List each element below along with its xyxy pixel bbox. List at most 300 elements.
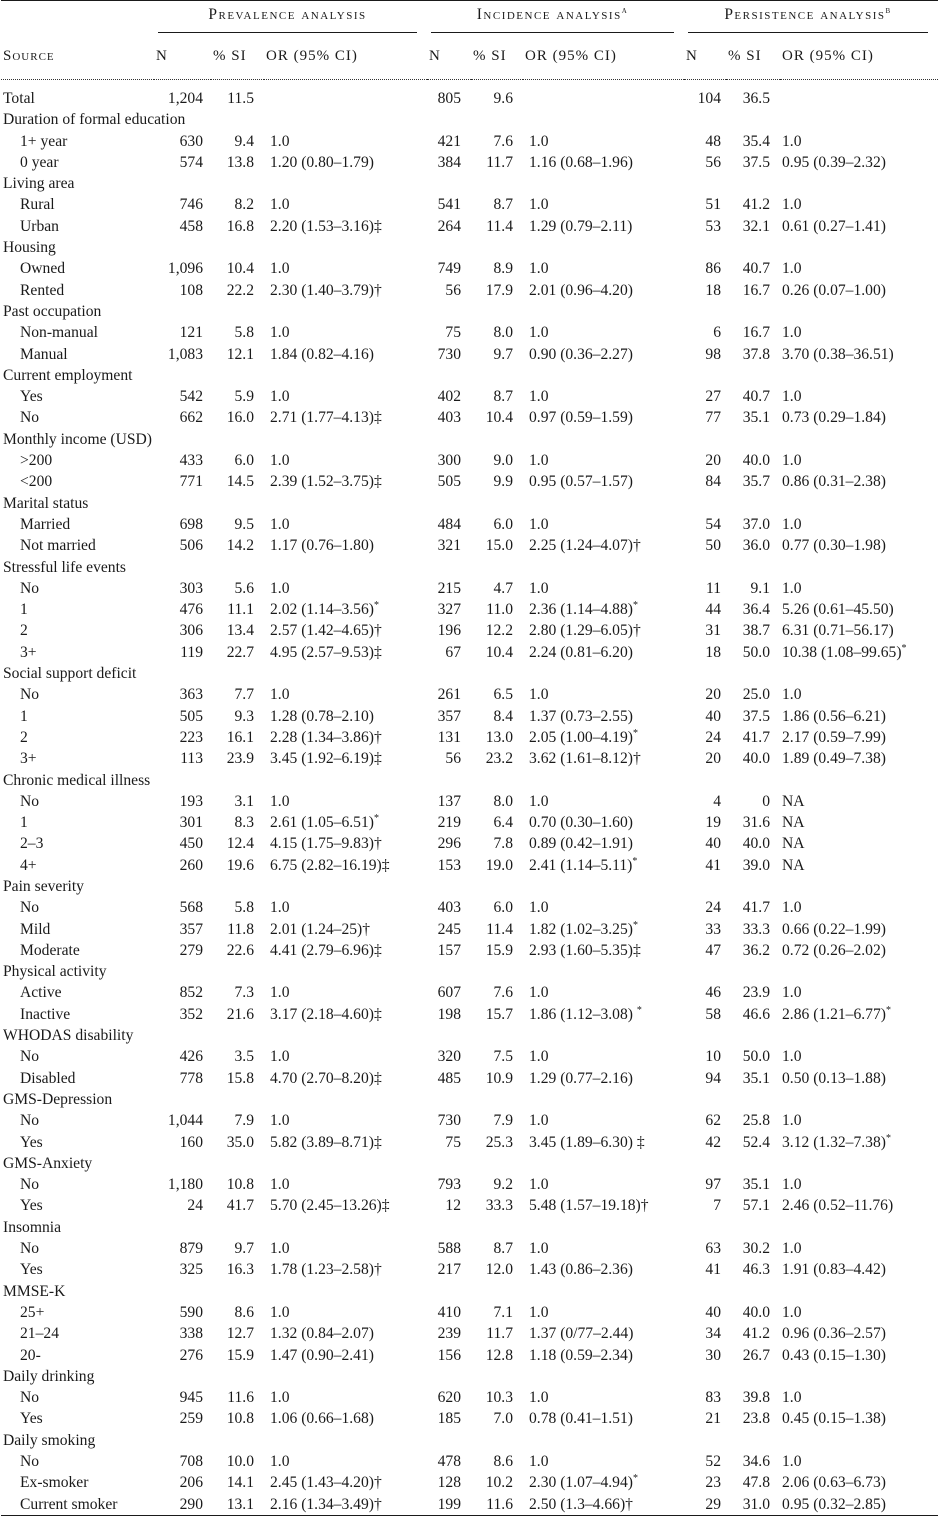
prevalence-or-cell <box>264 1494 427 1516</box>
incidence-n-value: 805 <box>437 90 461 107</box>
incidence-or-cell <box>523 1345 684 1366</box>
incidence-n-cell <box>427 1110 471 1131</box>
incidence-n-value: 505 <box>437 473 461 491</box>
persistence-or-value: 1.0 <box>782 984 802 1002</box>
table-row <box>1 1472 938 1493</box>
table-group-row <box>1 876 938 897</box>
incidence-n-value: 588 <box>437 1240 461 1258</box>
prevalence-or-value: 1.0 <box>270 1048 290 1066</box>
persistence-or-value: 1.0 <box>782 388 802 406</box>
table-row <box>1 1110 938 1131</box>
prevalence-or-cell <box>264 1068 427 1089</box>
incidence-pct-value: 8.0 <box>493 324 513 342</box>
incidence-or-value: 2.93 (1.60–5.35)‡ <box>529 941 641 959</box>
prevalence-or-value: 1.32 (0.84–2.07) <box>270 1325 374 1343</box>
incidence-pct-cell <box>471 620 523 641</box>
incidence-n-value: 137 <box>437 792 461 810</box>
incidence-or-cell <box>523 514 684 535</box>
incidence-or-value: 1.0 <box>529 1303 549 1321</box>
row-label: Disabled <box>20 1069 76 1087</box>
incidence-pct-value: 11.4 <box>486 920 513 938</box>
prevalence-pct-value: 9.5 <box>234 515 254 533</box>
table-row <box>1 642 938 663</box>
prevalence-n-value: 852 <box>179 984 203 1002</box>
prevalence-n-value: 121 <box>179 324 203 342</box>
persistence-pct-value: 16.7 <box>742 324 770 342</box>
prevalence-n-value: 590 <box>179 1303 203 1321</box>
column-header-row <box>1 35 938 80</box>
persistence-or-value: 1.0 <box>782 260 802 278</box>
prevalence-pct-value: 10.4 <box>226 260 254 278</box>
prevalence-pct-cell <box>211 1323 264 1344</box>
incidence-or-value: 1.37 (0/77–2.44) <box>529 1325 634 1343</box>
table-row <box>1 1408 938 1429</box>
persistence-or-value: 0.95 (0.32–2.85) <box>782 1495 886 1513</box>
prevalence-pct-cell <box>211 620 264 641</box>
incidence-pct-header: % SI <box>471 35 523 80</box>
persistence-n-value: 24 <box>705 728 721 746</box>
prevalence-or-value: 2.28 (1.34–3.86)† <box>270 728 382 746</box>
row-label: Yes <box>20 1261 43 1279</box>
table-group-row <box>1 109 938 130</box>
prevalence-n-cell <box>154 1004 211 1025</box>
incidence-or-cell <box>523 940 684 961</box>
persistence-pct-cell <box>726 897 780 918</box>
persistence-or-value: NA <box>782 814 805 832</box>
prevalence-pct-cell <box>211 407 264 428</box>
incidence-or-cell <box>523 344 684 365</box>
persistence-or-value: 0.26 (0.07–1.00) <box>782 281 886 299</box>
persistence-or-cell <box>780 471 938 492</box>
prevalence-pct-value: 22.2 <box>226 281 254 299</box>
prevalence-or-value: 5.70 (2.45–13.26)‡ <box>270 1197 390 1215</box>
prevalence-or-value: 2.02 (1.14–3.56) <box>270 601 374 619</box>
persistence-pct-cell <box>726 706 780 727</box>
incidence-n-value: 215 <box>437 579 461 597</box>
prevalence-pct-cell <box>211 578 264 599</box>
prevalence-or-value: 1.0 <box>270 515 290 533</box>
prevalence-pct-cell <box>211 80 264 110</box>
prevalence-pct-cell <box>211 1472 264 1493</box>
incidence-or-value: 1.0 <box>529 196 549 214</box>
persistence-pct-value: 38.7 <box>742 622 770 640</box>
incidence-or-cell <box>523 1451 684 1472</box>
incidence-or-value: 2.41 (1.14–5.11) <box>529 856 633 874</box>
prevalence-pct-cell <box>211 1259 264 1280</box>
row-label: Yes <box>20 388 43 406</box>
prevalence-pct-cell <box>211 684 264 705</box>
table-group-row <box>1 429 938 450</box>
prevalence-n-value: 338 <box>179 1325 203 1343</box>
persistence-n-cell <box>684 194 726 215</box>
table-row <box>1 216 938 237</box>
prevalence-or-value: 1.0 <box>270 260 290 278</box>
prevalence-or-value: 1.0 <box>270 686 290 704</box>
persistence-or-value: 1.0 <box>782 515 802 533</box>
prevalence-or-cell <box>264 599 427 620</box>
persistence-or-value: 0.73 (0.29–1.84) <box>782 409 886 427</box>
incidence-pct-value: 15.0 <box>485 537 513 555</box>
row-label: 21–24 <box>20 1325 59 1343</box>
prevalence-pct-value: 23.9 <box>226 750 254 768</box>
prevalence-n-cell <box>154 833 211 854</box>
table-group-row <box>1 770 938 791</box>
incidence-n-cell <box>427 1174 471 1195</box>
persistence-or-cell <box>780 131 938 152</box>
incidence-or-value: 1.0 <box>529 792 549 810</box>
prevalence-or-value: 1.0 <box>270 1389 290 1407</box>
persistence-or-value: 1.0 <box>782 132 802 150</box>
prevalence-n-cell <box>154 748 211 769</box>
persistence-pct-cell <box>726 1110 780 1131</box>
incidence-n-cell <box>427 812 471 833</box>
prevalence-n-value: 357 <box>179 920 203 938</box>
persistence-pct-cell <box>726 322 780 343</box>
incidence-or-value: 1.0 <box>529 984 549 1002</box>
row-label: 2–3 <box>20 835 44 853</box>
incidence-n-value: 607 <box>437 984 461 1002</box>
prevalence-n-value: 708 <box>179 1453 203 1470</box>
prevalence-n-cell <box>154 1132 211 1153</box>
incidence-pct-cell <box>471 1046 523 1067</box>
prevalence-n-value: 698 <box>179 515 203 533</box>
prevalence-pct-value: 13.1 <box>226 1495 254 1513</box>
prevalence-pct-value: 16.1 <box>226 728 254 746</box>
prevalence-or-cell <box>264 514 427 535</box>
table-group-row <box>1 1025 938 1046</box>
persistence-n-value: 6 <box>713 324 721 342</box>
incidence-or-value: 1.0 <box>529 1176 549 1194</box>
incidence-or-value: 1.0 <box>529 388 549 406</box>
prevalence-n-cell <box>154 706 211 727</box>
persistence-pct-value: 50.0 <box>742 643 770 661</box>
incidence-pct-cell <box>471 791 523 812</box>
prevalence-n-value: 574 <box>179 153 203 171</box>
prevalence-pct-value: 21.6 <box>226 1005 254 1023</box>
incidence-or-cell <box>523 258 684 279</box>
prevalence-pct-value: 13.4 <box>226 622 254 640</box>
persistence-pct-cell <box>726 855 780 876</box>
persistence-n-value: 41 <box>705 1261 721 1279</box>
persistence-or-value: 2.06 (0.63–6.73) <box>782 1474 886 1492</box>
persistence-n-value: 54 <box>705 515 721 533</box>
prevalence-pct-cell <box>211 706 264 727</box>
row-label: <200 <box>20 473 53 491</box>
table-row <box>1 1238 938 1259</box>
prevalence-or-cell <box>264 280 427 301</box>
table-row <box>1 982 938 1003</box>
incidence-or-cell <box>523 599 684 620</box>
prevalence-or-cell <box>264 194 427 215</box>
persistence-n-value: 104 <box>697 90 721 107</box>
prevalence-or-cell <box>264 578 427 599</box>
incidence-n-cell <box>427 1195 471 1216</box>
persistence-or-cell <box>780 940 938 961</box>
incidence-pct-value: 8.6 <box>493 1453 513 1470</box>
persistence-pct-cell <box>726 1387 780 1408</box>
prevalence-pct-cell <box>211 152 264 173</box>
prevalence-pct-value: 5.8 <box>234 324 254 342</box>
incidence-or-value: 0.89 (0.42–1.91) <box>529 835 633 853</box>
table-row <box>1 280 938 301</box>
prevalence-n-cell <box>154 152 211 173</box>
persistence-n-value: 48 <box>705 132 721 150</box>
table-row <box>1 131 938 152</box>
table-row <box>1 684 938 705</box>
persistence-pct-cell <box>726 471 780 492</box>
incidence-n-value: 484 <box>437 515 461 533</box>
prevalence-n-value: 206 <box>179 1474 203 1492</box>
incidence-pct-cell <box>471 80 523 110</box>
prevalence-pct-value: 22.7 <box>226 643 254 661</box>
incidence-n-cell <box>427 514 471 535</box>
prevalence-n-value: 303 <box>179 579 203 597</box>
prevalence-pct-value: 7.3 <box>234 984 254 1002</box>
prevalence-or-cell <box>264 1004 427 1025</box>
incidence-pct-value: 19.0 <box>485 856 513 874</box>
table-group-row <box>1 663 938 684</box>
incidence-pct-value: 33.3 <box>485 1197 513 1215</box>
prevalence-n-value: 879 <box>179 1240 203 1258</box>
incidence-pct-cell <box>471 1068 523 1089</box>
table-row <box>1 812 938 833</box>
incidence-pct-value: 6.0 <box>493 515 513 533</box>
prevalence-n-cell <box>154 471 211 492</box>
prevalence-n-cell <box>154 1046 211 1067</box>
persistence-or-value: 0.66 (0.22–1.99) <box>782 920 886 938</box>
persistence-n-value: 7 <box>713 1197 721 1215</box>
row-label: Moderate <box>20 941 80 959</box>
incidence-pct-cell <box>471 1408 523 1429</box>
prevalence-or-cell <box>264 833 427 854</box>
prevalence-pct-cell <box>211 812 264 833</box>
row-label: No <box>20 1389 40 1407</box>
incidence-n-cell <box>427 897 471 918</box>
incidence-pct-value: 9.0 <box>493 452 513 470</box>
persistence-or-cell <box>780 407 938 428</box>
row-label: Yes <box>20 1133 43 1151</box>
persistence-n-value: 20 <box>705 452 721 470</box>
prevalence-or-cell <box>264 940 427 961</box>
group-label: GMS-Depression <box>3 1090 113 1108</box>
persistence-pct-value: 37.5 <box>742 707 770 725</box>
incidence-footnote-mark: a <box>621 4 629 16</box>
persistence-pct-value: 35.1 <box>742 1069 770 1087</box>
persistence-footnote-mark: b <box>885 4 892 16</box>
persistence-n-value: 52 <box>705 1453 721 1470</box>
incidence-n-cell <box>427 706 471 727</box>
incidence-n-value: 421 <box>437 132 461 150</box>
table-row <box>1 258 938 279</box>
prevalence-or-value: 1.20 (0.80–1.79) <box>270 153 374 171</box>
persistence-pct-value: 57.1 <box>742 1197 770 1215</box>
prevalence-n-value: 260 <box>179 856 203 874</box>
persistence-n-cell <box>684 80 726 110</box>
prevalence-n-value: 290 <box>179 1495 203 1513</box>
incidence-or-cell <box>523 1132 684 1153</box>
prevalence-or-cell <box>264 535 427 556</box>
incidence-pct-value: 7.6 <box>493 132 513 150</box>
persistence-n-cell <box>684 152 726 173</box>
table-row <box>1 407 938 428</box>
incidence-or-value: 1.43 (0.86–2.36) <box>529 1261 633 1279</box>
persistence-n-value: 40 <box>705 1303 721 1321</box>
persistence-n-cell <box>684 386 726 407</box>
group-label: Monthly income (USD) <box>3 430 152 448</box>
table-group-row <box>1 961 938 982</box>
persistence-pct-value: 40.7 <box>742 260 770 278</box>
prevalence-n-value: 426 <box>179 1048 203 1066</box>
incidence-n-value: 264 <box>437 217 461 235</box>
persistence-n-value: 31 <box>705 622 721 640</box>
incidence-n-cell <box>427 578 471 599</box>
prevalence-n-cell <box>154 599 211 620</box>
persistence-n-value: 44 <box>705 601 721 619</box>
row-label: No <box>20 409 40 427</box>
prevalence-n-value: 1,204 <box>167 90 203 107</box>
incidence-n-value: 196 <box>437 622 461 640</box>
persistence-pct-value: 47.8 <box>742 1474 770 1492</box>
prevalence-n-value: 458 <box>179 217 203 235</box>
row-label: Yes <box>20 1410 43 1428</box>
row-label: Yes <box>20 1197 43 1215</box>
persistence-n-value: 4 <box>713 792 721 810</box>
incidence-pct-value: 23.2 <box>485 750 513 768</box>
incidence-n-cell <box>427 1472 471 1493</box>
persistence-pct-value: 50.0 <box>742 1048 770 1066</box>
persistence-pct-cell <box>726 599 780 620</box>
prevalence-pct-value: 5.6 <box>234 579 254 597</box>
persistence-or-value: 2.86 (1.21–6.77) <box>782 1005 886 1023</box>
persistence-pct-cell <box>726 791 780 812</box>
prevalence-pct-cell <box>211 322 264 343</box>
prevalence-pct-value: 3.5 <box>234 1048 254 1066</box>
prevalence-n-value: 746 <box>179 196 203 214</box>
prevalence-or-value: 1.28 (0.78–2.10) <box>270 707 374 725</box>
row-label: No <box>20 899 40 917</box>
prevalence-pct-value: 8.3 <box>234 814 254 832</box>
prevalence-n-cell <box>154 578 211 599</box>
persistence-or-cell <box>780 152 938 173</box>
persistence-or-value: 6.31 (0.71–56.17) <box>782 622 894 640</box>
prevalence-or-value: 1.0 <box>270 1240 290 1258</box>
persistence-n-value: 58 <box>705 1005 721 1023</box>
prevalence-n-cell <box>154 1302 211 1323</box>
prevalence-pct-value: 9.3 <box>234 707 254 725</box>
prevalence-n-cell <box>154 1387 211 1408</box>
incidence-n-cell <box>427 1451 471 1472</box>
persistence-n-cell <box>684 1472 726 1493</box>
persistence-or-cell <box>780 919 938 940</box>
row-label: Active <box>20 984 62 1002</box>
prevalence-or-cell <box>264 812 427 833</box>
prevalence-n-cell <box>154 80 211 110</box>
persistence-n-value: 46 <box>705 984 721 1002</box>
persistence-pct-cell <box>726 1068 780 1089</box>
incidence-or-cell <box>523 535 684 556</box>
prevalence-n-value: 476 <box>179 601 203 619</box>
prevalence-or-cell <box>264 1110 427 1131</box>
incidence-or-cell <box>523 642 684 663</box>
incidence-pct-cell <box>471 1387 523 1408</box>
prevalence-pct-value: 16.3 <box>226 1261 254 1279</box>
incidence-pct-value: 10.2 <box>485 1474 513 1492</box>
persistence-or-cell <box>780 578 938 599</box>
incidence-or-cell <box>523 833 684 854</box>
persistence-or-value: 1.0 <box>782 1303 802 1321</box>
table-row <box>1 706 938 727</box>
incidence-pct-value: 8.9 <box>493 260 513 278</box>
prevalence-or-value: 1.0 <box>270 324 290 342</box>
prevalence-pct-cell <box>211 919 264 940</box>
table-row <box>1 833 938 854</box>
persistence-pct-cell <box>726 535 780 556</box>
incidence-or-value: 1.0 <box>529 1240 549 1258</box>
prevalence-or-cell <box>264 1472 427 1493</box>
group-label: Duration of formal education <box>3 111 186 129</box>
incidence-n-value: 156 <box>437 1346 461 1364</box>
prevalence-or-value: 1.0 <box>270 132 290 150</box>
prevalence-n-value: 108 <box>179 281 203 299</box>
prevalence-n-cell <box>154 982 211 1003</box>
prevalence-pct-cell <box>211 1494 264 1516</box>
prevalence-n-cell <box>154 897 211 918</box>
row-label: 0 year <box>20 153 59 171</box>
persistence-pct-cell <box>726 919 780 940</box>
persistence-or-header: OR (95% CI) <box>780 35 938 80</box>
incidence-or-cell <box>523 152 684 173</box>
prevalence-or-cell <box>264 897 427 918</box>
group-label: MMSE-K <box>3 1282 66 1300</box>
significance-mark: * <box>632 855 638 867</box>
incidence-or-cell <box>523 1259 684 1280</box>
persistence-pct-cell <box>726 386 780 407</box>
row-label: No <box>20 792 40 810</box>
prevalence-pct-value: 11.1 <box>227 601 254 619</box>
prevalence-n-value: 542 <box>179 388 203 406</box>
persistence-or-cell <box>780 1132 938 1153</box>
incidence-n-cell <box>427 450 471 471</box>
incidence-or-cell <box>523 1387 684 1408</box>
persistence-pct-cell <box>726 152 780 173</box>
prevalence-n-cell <box>154 216 211 237</box>
persistence-pct-cell <box>726 280 780 301</box>
incidence-n-cell <box>427 1302 471 1323</box>
prevalence-pct-value: 19.6 <box>226 856 254 874</box>
prevalence-or-cell <box>264 344 427 365</box>
incidence-n-cell <box>427 322 471 343</box>
incidence-pct-value: 12.0 <box>485 1261 513 1279</box>
incidence-n-value: 185 <box>437 1410 461 1428</box>
significance-mark: * <box>373 599 379 611</box>
prevalence-pct-cell <box>211 1110 264 1131</box>
table-group-row <box>1 1430 938 1451</box>
prevalence-pct-value: 7.7 <box>234 686 254 704</box>
table-row <box>1 450 938 471</box>
persistence-or-value: 1.0 <box>782 1112 802 1130</box>
persistence-n-value: 18 <box>705 643 721 661</box>
persistence-n-value: 94 <box>705 1069 721 1087</box>
incidence-pct-cell <box>471 855 523 876</box>
incidence-pct-cell <box>471 1174 523 1195</box>
persistence-n-cell <box>684 599 726 620</box>
prevalence-pct-value: 5.8 <box>234 899 254 917</box>
table-row <box>1 599 938 620</box>
incidence-n-value: 245 <box>437 920 461 938</box>
persistence-n-cell <box>684 812 726 833</box>
persistence-n-cell <box>684 280 726 301</box>
prevalence-or-value: 1.0 <box>270 1176 290 1194</box>
